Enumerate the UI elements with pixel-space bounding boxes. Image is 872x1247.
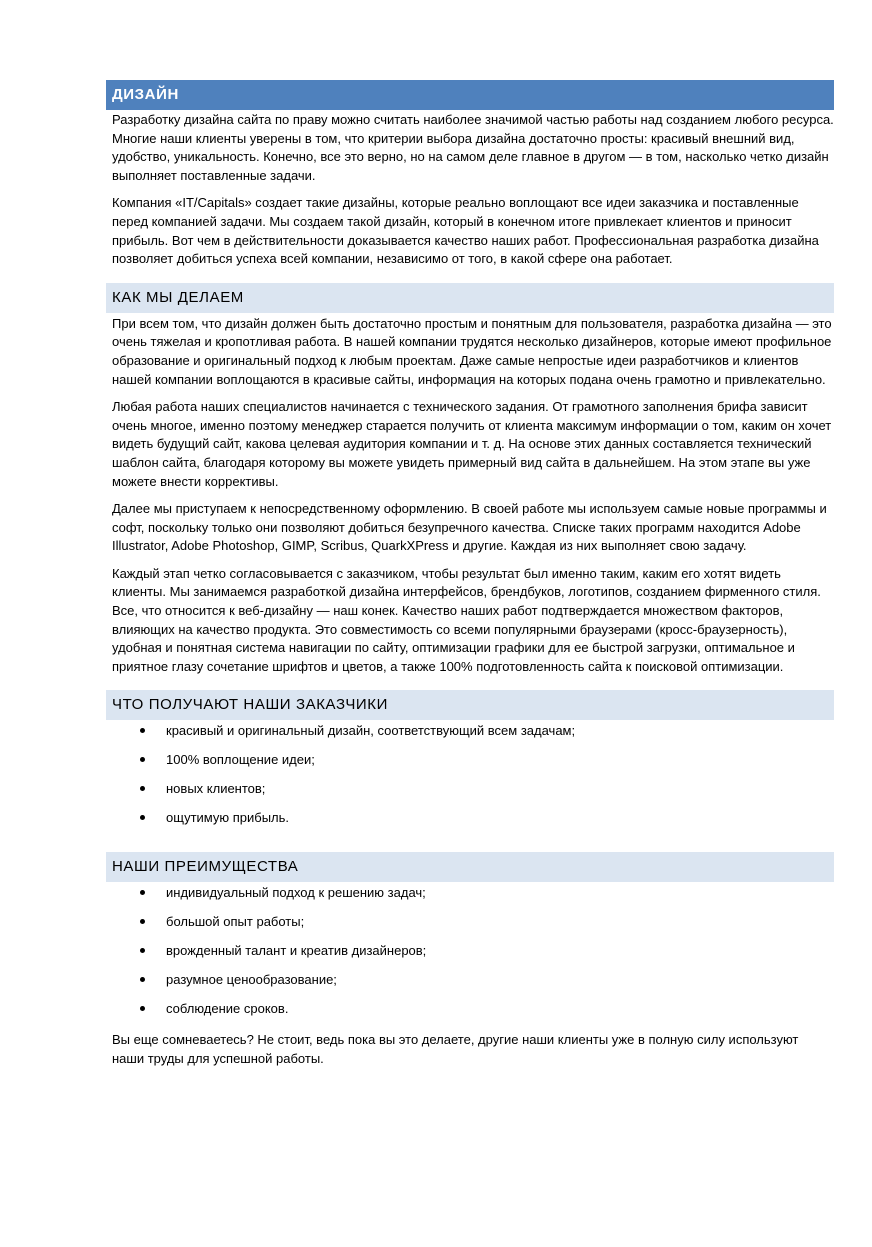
section-heading-advantages: НАШИ ПРЕИМУЩЕСТВА — [106, 852, 834, 882]
list-item-text: 100% воплощение идеи; — [166, 752, 315, 768]
list-item-text: красивый и оригинальный дизайн, соответствующий всем задачам; — [166, 723, 576, 739]
bullet-list-clients-get — [106, 722, 834, 838]
bullet-icon — [140, 890, 145, 895]
bullet-icon — [140, 948, 145, 953]
section-heading-clients-get: ЧТО ПОЛУЧАЮТ НАШИ ЗАКАЗЧИКИ — [106, 690, 834, 720]
list-item-text: индивидуальный подход к решению задач; — [166, 885, 426, 901]
list-item — [106, 971, 834, 1000]
bullet-list-advantages — [106, 884, 834, 1029]
document-content — [106, 80, 834, 1078]
list-item-text: соблюдение сроков. — [166, 1001, 289, 1017]
closing-paragraph: Вы еще сомневаетесь? Не стоит, ведь пока вы это делаете, другие наши клиенты уже в полную силу используют наши труды для успешной работы. — [112, 1032, 799, 1067]
bullet-icon — [140, 757, 145, 762]
paragraph: Каждый этап четко согласовывается с заказчиком, чтобы результат был именно таким, каким его хотят видеть клиенты. Мы занимаемся разработкой дизайна интерфейсов, брендбуков, логотипов, созданием фирменного стиля. Все, что относится к веб-дизайну — наш конек. Качество наших работ подтверждается множеством факторов, влияющих на качество продукта. Это совместимость со всеми популярными браузерами (кросс-браузерность), удобная и понятная система навигации по сайту, оптимизации графики для ее быстрой загрузки, оптимальное и приятное глазу сочетание шрифтов и цветов, а также 100% подготовленность сайта к поисковой оптимизации. — [112, 565, 821, 674]
list-item-text: разумное ценообразование; — [166, 972, 337, 988]
list-item — [106, 751, 834, 780]
paragraph: Разработку дизайна сайта по праву можно считать наиболее значимой частью работы над созданием любого ресурса. Многие наши клиенты уверены в том, что критерии выбора дизайна достаточно просты: красивый внешний вид, удобство, уникальность. Конечно, все это верно, но на самом деле главное в другом — в том, насколько четко дизайн выполняет поставленные задачи. — [112, 112, 834, 183]
paragraph: Компания «IT/Capitals» создает такие дизайны, которые реально воплощают все идеи заказчика и поставленные перед компанией задачи. Мы создаем такой дизайн, который в конечном итоге привлекает клиентов и приносит прибыль. Вот чем в действительности доказывается качество наших работ. Профессиональная разработка дизайна позволяет добиться успеха всей компании, независимо от того, в какой сфере она работает. — [112, 195, 819, 267]
bullet-icon — [140, 919, 145, 924]
paragraph: При всем том, что дизайн должен быть достаточно простым и понятным для пользователя, разработка дизайна — это очень тяжелая и кропотливая работа. В нашей компании трудятся несколько дизайнеров, которые имеют профильное образование и оригинальный подход к любым проектам. Даже самые непростые идеи разработчиков и клиентов нашей компании воплощаются в красивые сайты, информация на которых подана очень грамотно и привлекательно. — [112, 315, 832, 387]
list-item — [106, 913, 834, 942]
list-item — [106, 1000, 834, 1029]
section-heading-how: КАК МЫ ДЕЛАЕМ — [106, 283, 834, 313]
list-item — [106, 942, 834, 971]
list-item-text: новых клиентов; — [166, 781, 266, 797]
list-item-text: большой опыт работы; — [166, 914, 305, 930]
paragraph: Далее мы приступаем к непосредственному оформлению. В своей работе мы используем самые новые программы и софт, поскольку только они позволяют добиться безупречного качества. Списке таких программ находится Adobe Illustrator, Adobe Photoshop, GIMP, Scribus, QuarkXPress и другие. Каждая из них выполняет свою задачу. — [112, 501, 827, 554]
paragraph: Любая работа наших специалистов начинается с технического задания. От грамотного заполнения брифа зависит очень многое, именно поэтому менеджер старается получить от клиента максимум информации о том, каким он хочет видеть будущий сайт, какова целевая аудитория компании и т. д. На основе этих данных составляется технический шаблон сайта, благодаря которому вы можете увидеть примерный вид сайта в дальнейшем. На этом этапе вы уже можете внести коррективы. — [112, 399, 832, 489]
section-heading-design: ДИЗАЙН — [106, 80, 834, 110]
list-item-text: врожденный талант и креатив дизайнеров; — [166, 943, 427, 959]
list-item — [106, 722, 834, 751]
bullet-icon — [140, 815, 145, 820]
list-item — [106, 780, 834, 809]
list-item-text: ощутимую прибыль. — [166, 810, 290, 826]
bullet-icon — [140, 1006, 145, 1011]
bullet-icon — [140, 786, 145, 791]
bullet-icon — [140, 728, 145, 733]
list-item — [106, 809, 834, 838]
bullet-icon — [140, 977, 145, 982]
list-item — [106, 884, 834, 913]
